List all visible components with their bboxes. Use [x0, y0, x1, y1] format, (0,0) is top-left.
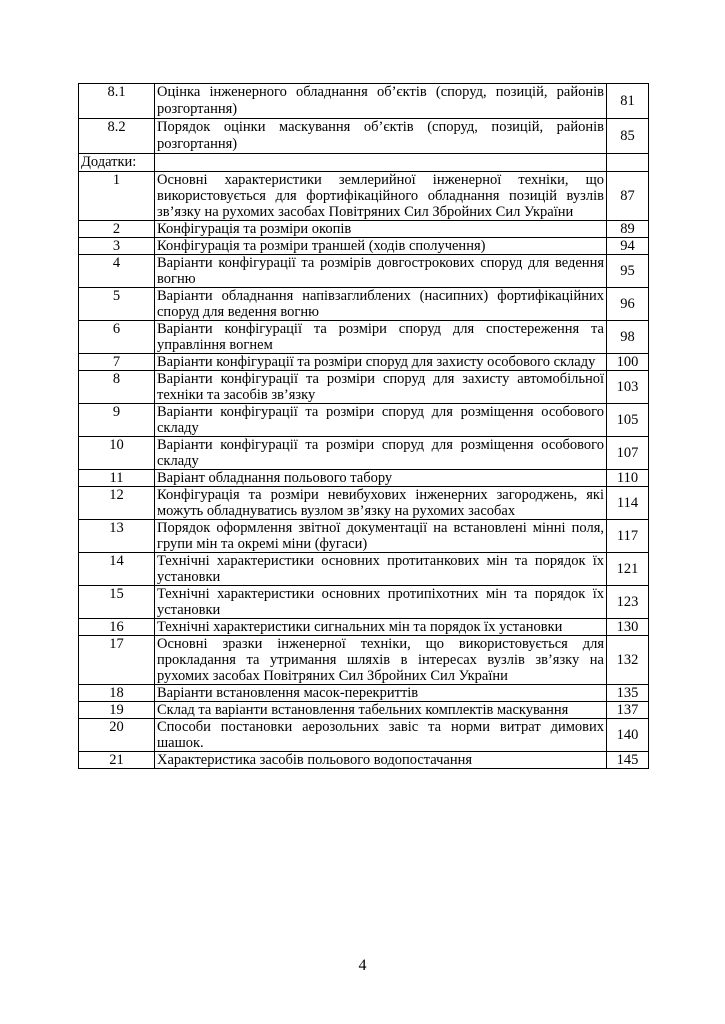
toc-row — [79, 119, 649, 154]
appendix-row — [79, 238, 649, 255]
toc-body — [79, 84, 649, 769]
appendix-number: 11 — [79, 470, 155, 487]
appendix-number: 13 — [79, 520, 155, 553]
page-ref: 107 — [607, 437, 649, 470]
appendix-row — [79, 586, 649, 619]
appendix-title: Технічні характеристики сигнальних мін та порядок їх установки — [155, 619, 607, 636]
page-ref: 96 — [607, 288, 649, 321]
appendix-row — [79, 752, 649, 769]
page-ref: 85 — [607, 119, 649, 154]
appendix-title: Основні характеристики землерийної інженерної техніки, що використовується для фортифікаційного обладнання позицій вузлів зв’язку на рухомих засобах Повітряних Сил Збройних Сил України — [155, 172, 607, 221]
page-ref: 132 — [607, 636, 649, 685]
appendix-title: Конфігурація та розміри невибухових інженерних загороджень, які можуть обладнуватись вузлом зв’язку на рухомих засобах — [155, 487, 607, 520]
appendix-title: Способи постановки аерозольних завіс та норми витрат димових шашок. — [155, 719, 607, 752]
appendix-title: Порядок оформлення звітної документації на встановлені мінні поля, групи мін та окремі міни (фугаси) — [155, 520, 607, 553]
appendix-number: 20 — [79, 719, 155, 752]
appendix-row — [79, 487, 649, 520]
appendix-row — [79, 636, 649, 685]
page-ref: 103 — [607, 371, 649, 404]
appendix-title: Характеристика засобів польового водопостачання — [155, 752, 607, 769]
appendix-number: 2 — [79, 221, 155, 238]
appendix-title: Варіанти конфігурації та розміри споруд для захисту особового складу — [155, 354, 607, 371]
page-ref: 121 — [607, 553, 649, 586]
appendix-label: Додатки: — [79, 154, 155, 172]
appendix-row — [79, 553, 649, 586]
appendix-title: Конфігурація та розміри окопів — [155, 221, 607, 238]
appendix-title: Варіанти встановлення масок-перекриттів — [155, 685, 607, 702]
page-ref: 89 — [607, 221, 649, 238]
empty-cell — [607, 154, 649, 172]
table-of-contents — [78, 83, 649, 769]
page-ref: 100 — [607, 354, 649, 371]
appendix-row — [79, 685, 649, 702]
appendix-title: Варіанти конфігурації та розміри споруд для розміщення особового складу — [155, 437, 607, 470]
appendix-row — [79, 371, 649, 404]
appendix-number: 18 — [79, 685, 155, 702]
appendix-title: Основні зразки інженерної техніки, що використовується для прокладання та утримання шляхів в інтересах вузлів зв’язку на рухомих засобах Повітряних Сил Збройних Сил України — [155, 636, 607, 685]
page-ref: 140 — [607, 719, 649, 752]
page-ref: 135 — [607, 685, 649, 702]
appendix-number: 12 — [79, 487, 155, 520]
page-ref: 145 — [607, 752, 649, 769]
appendix-title: Варіанти конфігурації та розміри споруд для захисту автомобільної техніки та засобів зв’язку — [155, 371, 607, 404]
appendix-title: Варіанти обладнання напівзаглиблених (насипних) фортифікаційних споруд для ведення вогню — [155, 288, 607, 321]
appendix-title: Варіанти конфігурації та розміри споруд для спостереження та управління вогнем — [155, 321, 607, 354]
toc-row — [79, 84, 649, 119]
page-ref: 94 — [607, 238, 649, 255]
appendix-row — [79, 520, 649, 553]
section-number: 8.1 — [79, 84, 155, 119]
page-number: 4 — [358, 957, 367, 974]
page-ref: 114 — [607, 487, 649, 520]
appendix-number: 16 — [79, 619, 155, 636]
appendix-title: Варіант обладнання польового табору — [155, 470, 607, 487]
appendix-number: 1 — [79, 172, 155, 221]
page-ref: 123 — [607, 586, 649, 619]
appendix-number: 5 — [79, 288, 155, 321]
section-number: 8.2 — [79, 119, 155, 154]
page-ref: 110 — [607, 470, 649, 487]
appendix-row — [79, 719, 649, 752]
page-ref: 95 — [607, 255, 649, 288]
appendix-header-row — [79, 154, 649, 172]
appendix-row — [79, 288, 649, 321]
appendix-row — [79, 354, 649, 371]
appendix-title: Технічні характеристики основних протитанкових мін та порядок їх установки — [155, 553, 607, 586]
appendix-number: 10 — [79, 437, 155, 470]
page-ref: 87 — [607, 172, 649, 221]
appendix-number: 3 — [79, 238, 155, 255]
page-ref: 98 — [607, 321, 649, 354]
appendix-title: Варіанти конфігурації та розмірів довгострокових споруд для ведення вогню — [155, 255, 607, 288]
appendix-title: Склад та варіанти встановлення табельних комплектів маскування — [155, 702, 607, 719]
appendix-title: Технічні характеристики основних протипіхотних мін та порядок їх установки — [155, 586, 607, 619]
appendix-row — [79, 470, 649, 487]
appendix-number: 9 — [79, 404, 155, 437]
appendix-row — [79, 255, 649, 288]
appendix-number: 14 — [79, 553, 155, 586]
appendix-number: 8 — [79, 371, 155, 404]
appendix-row — [79, 404, 649, 437]
page-ref: 81 — [607, 84, 649, 119]
appendix-number: 19 — [79, 702, 155, 719]
appendix-row — [79, 172, 649, 221]
section-title: Оцінка інженерного обладнання об’єктів (споруд, позицій, районів розгортання) — [155, 84, 607, 119]
appendix-title: Конфігурація та розміри траншей (ходів сполучення) — [155, 238, 607, 255]
appendix-number: 15 — [79, 586, 155, 619]
empty-cell — [155, 154, 607, 172]
appendix-number: 7 — [79, 354, 155, 371]
appendix-row — [79, 221, 649, 238]
appendix-row — [79, 437, 649, 470]
appendix-number: 6 — [79, 321, 155, 354]
page-ref: 105 — [607, 404, 649, 437]
page-ref: 130 — [607, 619, 649, 636]
section-title: Порядок оцінки маскування об’єктів (споруд, позицій, районів розгортання) — [155, 119, 607, 154]
appendix-number: 4 — [79, 255, 155, 288]
appendix-row — [79, 619, 649, 636]
appendix-row — [79, 702, 649, 719]
page-ref: 137 — [607, 702, 649, 719]
page-ref: 117 — [607, 520, 649, 553]
appendix-number: 17 — [79, 636, 155, 685]
appendix-number: 21 — [79, 752, 155, 769]
appendix-title: Варіанти конфігурації та розміри споруд для розміщення особового складу — [155, 404, 607, 437]
appendix-row — [79, 321, 649, 354]
